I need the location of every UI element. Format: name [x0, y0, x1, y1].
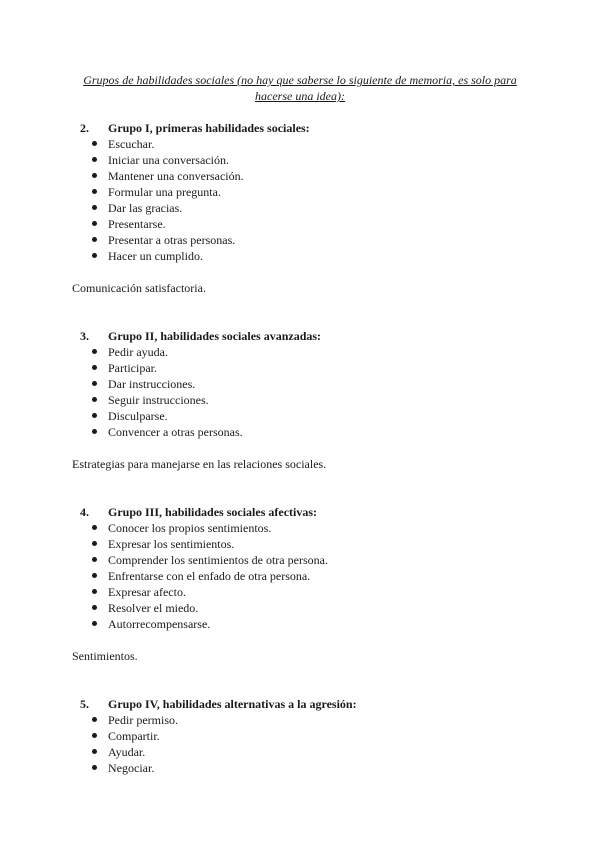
section-number: 2. — [80, 121, 89, 135]
list-item-text: Ayudar. — [108, 745, 146, 759]
bullet-icon — [92, 749, 97, 754]
bullet-icon — [92, 253, 97, 258]
section-summary: Comunicación satisfactoria. — [72, 281, 206, 295]
bullet-icon — [92, 365, 97, 370]
list-item-text: Presentarse. — [108, 217, 166, 231]
bullet-icon — [92, 157, 97, 162]
bullet-icon — [92, 221, 97, 226]
section-summary: Estrategias para manejarse en las relaciones sociales. — [72, 457, 327, 471]
list-item-text: Resolver el miedo. — [108, 601, 199, 615]
bullet-icon — [92, 733, 97, 738]
section-number: 4. — [80, 505, 89, 519]
bullet-icon — [92, 413, 97, 418]
bullet-icon — [92, 589, 97, 594]
section-title: Grupo I, primeras habilidades sociales: — [108, 121, 310, 135]
section-number: 3. — [80, 329, 89, 343]
bullet-icon — [92, 541, 97, 546]
list-item-text: Conocer los propios sentimientos. — [108, 521, 272, 535]
list-item-text: Iniciar una conversación. — [108, 153, 229, 167]
list-item-text: Pedir permiso. — [108, 713, 178, 727]
list-item-text: Escuchar. — [108, 137, 155, 151]
section-number: 5. — [80, 697, 89, 711]
list-item-text: Pedir ayuda. — [108, 345, 168, 359]
list-item-text: Seguir instrucciones. — [108, 393, 209, 407]
list-item-text: Dar instrucciones. — [108, 377, 196, 391]
list-item-text: Mantener una conversación. — [108, 169, 244, 183]
bullet-icon — [92, 605, 97, 610]
bullet-icon — [92, 237, 97, 242]
bullet-icon — [92, 573, 97, 578]
bullet-icon — [92, 189, 97, 194]
bullet-icon — [92, 621, 97, 626]
list-item-text: Convencer a otras personas. — [108, 425, 243, 439]
section-title: Grupo II, habilidades sociales avanzadas: — [108, 329, 322, 343]
bullet-icon — [92, 349, 97, 354]
bullet-icon — [92, 717, 97, 722]
section-title: Grupo III, habilidades sociales afectivas: — [108, 505, 318, 519]
section-summary: Sentimientos. — [72, 649, 138, 663]
bullet-icon — [92, 557, 97, 562]
bullet-icon — [92, 429, 97, 434]
section-title: Grupo IV, habilidades alternativas a la agresión: — [108, 697, 357, 711]
list-item-text: Compartir. — [108, 729, 160, 743]
list-item-text: Enfrentarse con el enfado de otra persona. — [108, 569, 311, 583]
bullet-icon — [92, 525, 97, 530]
bullet-icon — [92, 141, 97, 146]
bullet-icon — [92, 205, 97, 210]
list-item-text: Autorrecompensarse. — [108, 617, 211, 631]
list-item-text: Comprender los sentimientos de otra persona. — [108, 553, 328, 567]
bullet-icon — [92, 397, 97, 402]
list-item-text: Expresar los sentimientos. — [108, 537, 235, 551]
intro-heading: Grupos de habilidades sociales (no hay que saberse lo siguiente de memoria, es solo para hacerse una idea): — [83, 73, 517, 103]
list-item-text: Expresar afecto. — [108, 585, 186, 599]
list-item-text: Participar. — [108, 361, 157, 375]
list-item-text: Presentar a otras personas. — [108, 233, 236, 247]
bullet-icon — [92, 381, 97, 386]
list-item-text: Negociar. — [108, 761, 155, 775]
list-item-text: Hacer un cumplido. — [108, 249, 203, 263]
bullet-icon — [92, 173, 97, 178]
bullet-icon — [92, 765, 97, 770]
list-item-text: Dar las gracias. — [108, 201, 183, 215]
list-item-text: Formular una pregunta. — [108, 185, 221, 199]
list-item-text: Disculparse. — [108, 409, 168, 423]
